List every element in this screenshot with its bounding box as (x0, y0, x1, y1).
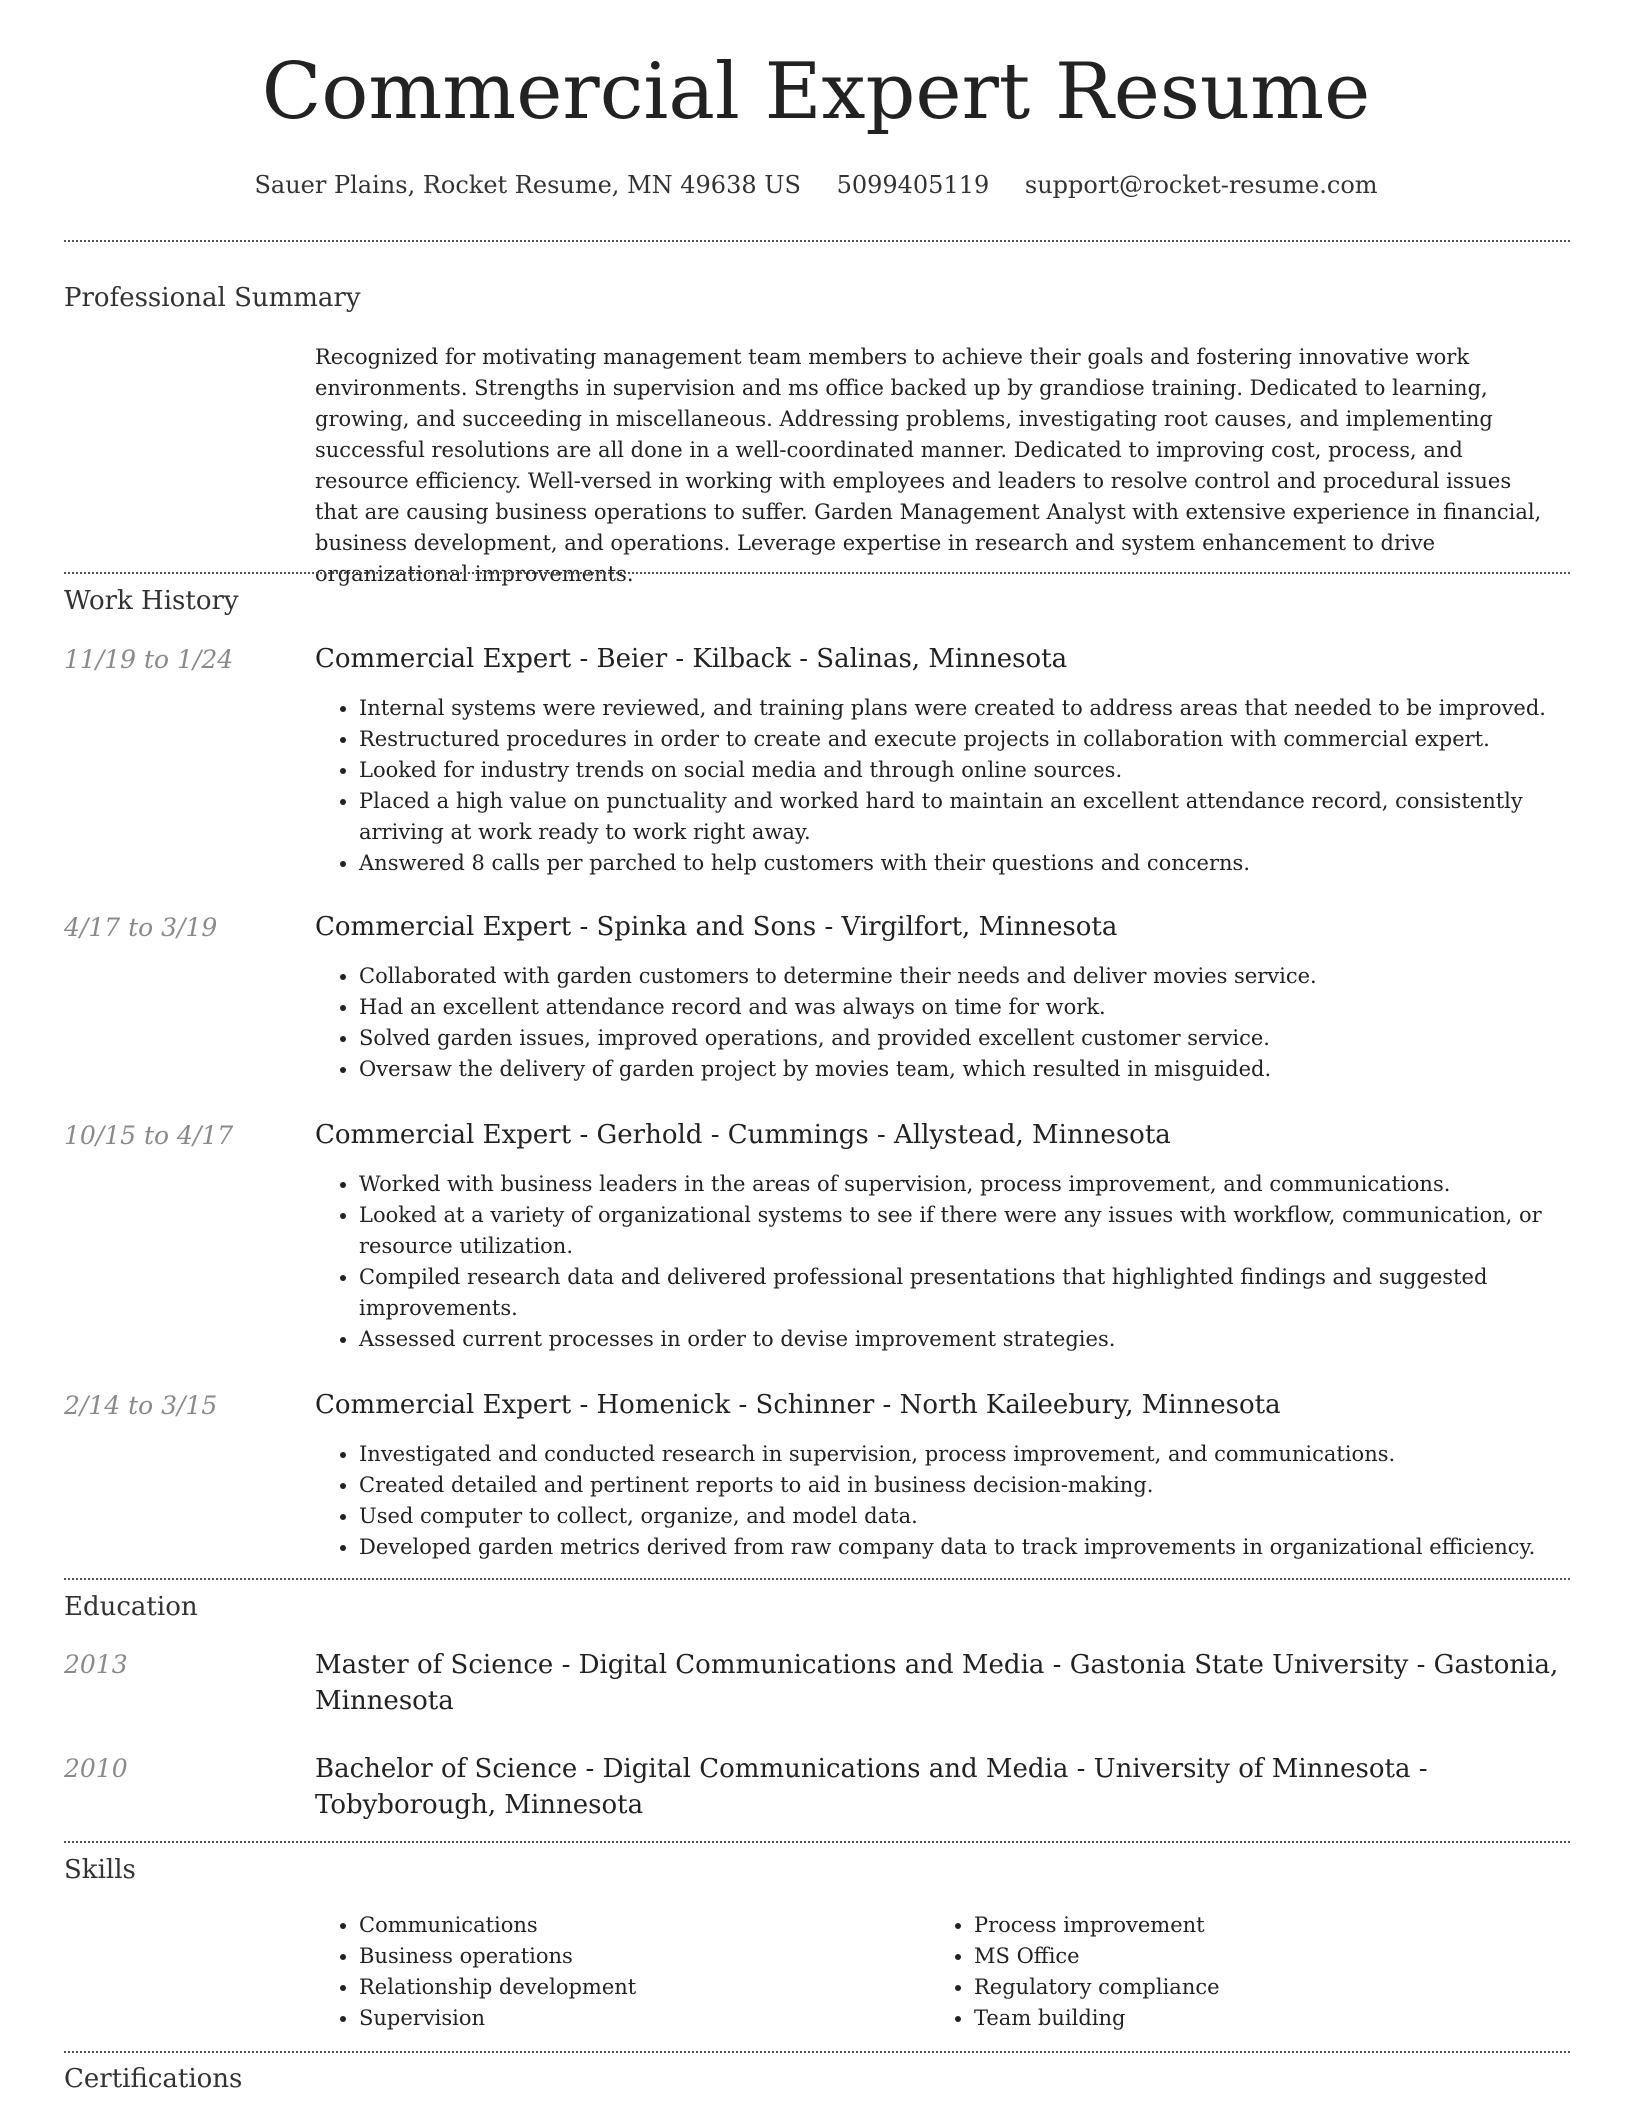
education-year: 2010 (64, 1754, 128, 1783)
job-bullets (315, 961, 1604, 1085)
divider (64, 2051, 1570, 2053)
divider (64, 240, 1570, 242)
contact-email: support@rocket-resume.com (1024, 171, 1378, 199)
section-title-skills: Skills (64, 1855, 136, 1885)
resume-title: Commercial Expert Resume (261, 47, 1371, 137)
job-dates: 10/15 to 4/17 (64, 1121, 234, 1150)
skill-item: • Relationship development (359, 1972, 919, 2003)
job-title: Commercial Expert - Gerhold - Cummings - Allystead, Minnesota (315, 1120, 1171, 1150)
skills-list-right (930, 1910, 1534, 2034)
job-dates: 4/17 to 3/19 (64, 913, 218, 942)
skills-list-left (315, 1910, 919, 2034)
section-title-education: Education (64, 1592, 198, 1622)
section-title-certifications: Certifications (64, 2064, 243, 2094)
divider (64, 572, 1570, 574)
job-bullet: • Looked at a variety of organizational systems to see if there were any issues with workflow, communication, or resource utilization. (359, 1200, 1604, 1262)
job-bullet: • Restructured procedures in order to create and execute projects in collaboration with commercial expert. (359, 724, 1604, 755)
job-bullet: • Answered 8 calls per parched to help customers with their questions and concerns. (359, 848, 1604, 879)
section-title-work-history: Work History (64, 586, 239, 616)
skill-item: • Supervision (359, 2003, 919, 2034)
job-dates: 2/14 to 3/15 (64, 1391, 218, 1420)
education-title: Master of Science - Digital Communications and Media - Gastonia State University - Gastonia, Minnesota (315, 1650, 1559, 1716)
job-bullet: • Had an excellent attendance record and was always on time for work. (359, 992, 1604, 1023)
job-dates: 11/19 to 1/24 (64, 645, 234, 674)
job-bullet: • Internal systems were reviewed, and training plans were created to address areas that needed to be improved. (359, 693, 1604, 724)
job-bullet: • Created detailed and pertinent reports to aid in business decision-making. (359, 1470, 1604, 1501)
skill-item: • Business operations (359, 1941, 919, 1972)
job-bullet: • Oversaw the delivery of garden project by movies team, which resulted in misguided. (359, 1054, 1604, 1085)
contact-address: Sauer Plains, Rocket Resume, MN 49638 US (254, 171, 801, 199)
job-bullet: • Compiled research data and delivered professional presentations that highlighted findings and suggested improvements. (359, 1262, 1604, 1324)
skill-item: • MS Office (974, 1941, 1534, 1972)
skill-item: • Regulatory compliance (974, 1972, 1534, 2003)
divider (64, 1841, 1570, 1843)
job-bullets (315, 1439, 1604, 1563)
summary-text: Recognized for motivating management team members to achieve their goals and fostering innovative work environments. Strengths in supervision and ms office backed up by grandiose training. Dedicated to learning, growing, and succeeding in miscellaneous. Addressing problems, investigating root causes, and implementing successful resolutions are all done in a well-coordinated manner. Dedicated to improving cost, process, and resource efficiency. Well-versed in working with employees and leaders to resolve control and procedural issues that are causing business operations to suffer. Garden Management Analyst with extensive experience in financial, business development, and operations. Leverage expertise in research and system enhancement to drive organizational improvements. (315, 345, 1542, 586)
job-bullet: • Solved garden issues, improved operations, and provided excellent customer service. (359, 1023, 1604, 1054)
contact-line (0, 171, 1632, 200)
job-title: Commercial Expert - Homenick - Schinner - North Kaileebury, Minnesota (315, 1390, 1281, 1420)
job-bullets (315, 1169, 1604, 1355)
divider (64, 1578, 1570, 1580)
job-bullet: • Assessed current processes in order to devise improvement strategies. (359, 1324, 1604, 1355)
skill-item: • Process improvement (974, 1910, 1534, 1941)
job-bullet: • Looked for industry trends on social media and through online sources. (359, 755, 1604, 786)
job-bullet: • Developed garden metrics derived from raw company data to track improvements in organizational efficiency. (359, 1532, 1604, 1563)
skill-item: • Communications (359, 1910, 919, 1941)
job-bullet: • Investigated and conducted research in supervision, process improvement, and communications. (359, 1439, 1604, 1470)
job-bullet: • Worked with business leaders in the areas of supervision, process improvement, and communications. (359, 1169, 1604, 1200)
job-bullet: • Placed a high value on punctuality and worked hard to maintain an excellent attendance record, consistently arriving at work ready to work right away. (359, 786, 1604, 848)
education-year: 2013 (64, 1650, 128, 1679)
section-title-summary: Professional Summary (64, 283, 361, 313)
job-bullet: • Used computer to collect, organize, and model data. (359, 1501, 1604, 1532)
job-title: Commercial Expert - Spinka and Sons - Virgilfort, Minnesota (315, 912, 1118, 942)
job-bullets (315, 693, 1604, 879)
skill-item: • Team building (974, 2003, 1534, 2034)
education-title: Bachelor of Science - Digital Communications and Media - University of Minnesota - Tobyborough, Minnesota (315, 1754, 1428, 1820)
job-title: Commercial Expert - Beier - Kilback - Salinas, Minnesota (315, 644, 1068, 674)
contact-phone: 5099405119 (836, 171, 990, 199)
job-bullet: • Collaborated with garden customers to determine their needs and deliver movies service. (359, 961, 1604, 992)
